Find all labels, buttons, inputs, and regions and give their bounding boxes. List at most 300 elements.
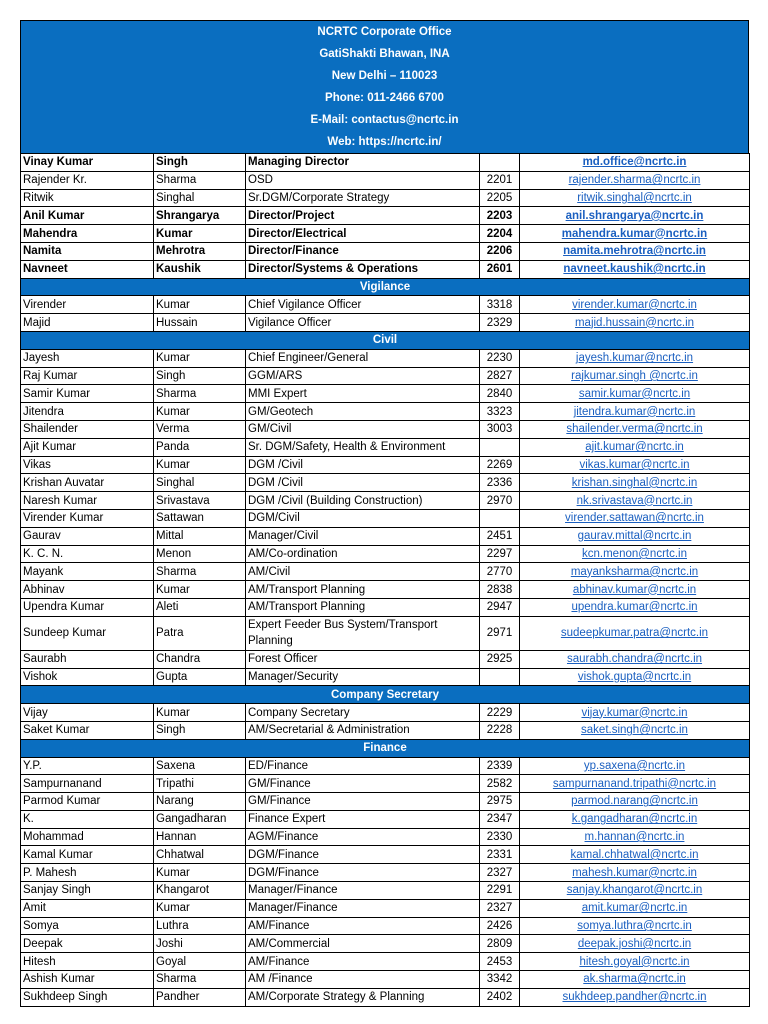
last-name-cell: Mittal (154, 527, 246, 545)
last-name-cell: Saxena (154, 757, 246, 775)
email-link[interactable]: saket.singh@ncrtc.in (581, 724, 688, 737)
designation-cell: Manager/Finance (246, 882, 480, 900)
last-name-cell: Chandra (154, 650, 246, 668)
email-cell (520, 721, 750, 739)
extension-cell: 2297 (480, 545, 520, 563)
designation-cell: DGM/Finance (246, 864, 480, 882)
designation-cell: AGM/Finance (246, 828, 480, 846)
email-link[interactable]: upendra.kumar@ncrtc.in (571, 601, 698, 614)
section-header-row (21, 278, 750, 296)
first-name-cell: Krishan Auvatar (21, 474, 154, 492)
last-name-cell: Patra (154, 616, 246, 650)
first-name-cell: Majid (21, 314, 154, 332)
email-link[interactable]: virender.sattawan@ncrtc.in (565, 512, 704, 525)
designation-cell: Manager/Finance (246, 899, 480, 917)
table-row (21, 846, 750, 864)
designation-cell: MMI Expert (246, 385, 480, 403)
designation-cell: GM/Finance (246, 775, 480, 793)
email-cell (520, 953, 750, 971)
table-row (21, 598, 750, 616)
email-link[interactable]: vishok.gupta@ncrtc.in (577, 670, 692, 683)
table-row (21, 420, 750, 438)
extension-cell: 2327 (480, 899, 520, 917)
extension-cell: 3003 (480, 420, 520, 438)
last-name-cell: Menon (154, 545, 246, 563)
last-name-cell: Singhal (154, 474, 246, 492)
first-name-cell: Ritwik (21, 189, 154, 207)
email-link[interactable]: rajkumar.singh @ncrtc.in (571, 369, 698, 382)
extension-cell: 2947 (480, 598, 520, 616)
email-cell (520, 260, 750, 278)
last-name-cell: Gangadharan (154, 810, 246, 828)
email-link[interactable]: krishan.singhal@ncrtc.in (571, 476, 698, 489)
designation-cell: AM/Transport Planning (246, 598, 480, 616)
email-cell (520, 492, 750, 510)
designation-cell: AM/Finance (246, 953, 480, 971)
extension-cell (480, 154, 520, 172)
header-building: GatiShakti Bhawan, INA (319, 48, 450, 60)
designation-cell: DGM /Civil (246, 456, 480, 474)
last-name-cell: Pandher (154, 988, 246, 1006)
table-row (21, 581, 750, 599)
first-name-cell: Sundeep Kumar (21, 616, 154, 650)
last-name-cell: Luthra (154, 917, 246, 935)
last-name-cell: Panda (154, 438, 246, 456)
designation-cell: DGM /Civil (246, 474, 480, 492)
header-phone: Phone: 011-2466 6700 (325, 92, 444, 104)
extension-cell: 2838 (480, 581, 520, 599)
designation-cell: AM/Secretarial & Administration (246, 721, 480, 739)
last-name-cell: Sharma (154, 563, 246, 581)
last-name-cell: Singhal (154, 189, 246, 207)
email-cell (520, 846, 750, 864)
first-name-cell: Kamal Kumar (21, 846, 154, 864)
email-cell (520, 581, 750, 599)
first-name-cell: K. (21, 810, 154, 828)
email-cell (520, 296, 750, 314)
first-name-cell: P. Mahesh (21, 864, 154, 882)
email-cell (520, 828, 750, 846)
email-link[interactable]: abhinav.kumar@ncrtc.in (572, 583, 697, 596)
table-row (21, 349, 750, 367)
email-link[interactable]: jitendra.kumar@ncrtc.in (573, 405, 696, 418)
email-link[interactable]: virender.kumar@ncrtc.in (572, 298, 697, 311)
designation-cell: Sr.DGM/Corporate Strategy (246, 189, 480, 207)
last-name-cell: Hussain (154, 314, 246, 332)
table-row (21, 563, 750, 581)
email-cell (520, 225, 750, 243)
last-name-cell: Shrangarya (154, 207, 246, 225)
extension-cell: 2453 (480, 953, 520, 971)
first-name-cell: Ajit Kumar (21, 438, 154, 456)
email-cell (520, 403, 750, 421)
last-name-cell: Singh (154, 367, 246, 385)
table-row (21, 864, 750, 882)
email-cell (520, 314, 750, 332)
email-cell (520, 438, 750, 456)
designation-cell: Director/Project (246, 207, 480, 225)
section-title: Company Secretary (21, 686, 750, 704)
email-cell (520, 207, 750, 225)
email-link[interactable]: mahendra.kumar@ncrtc.in (561, 227, 708, 240)
email-link[interactable]: kcn.menon@ncrtc.in (582, 547, 687, 560)
email-cell (520, 668, 750, 686)
last-name-cell: Tripathi (154, 775, 246, 793)
first-name-cell: Amit (21, 899, 154, 917)
first-name-cell: Mohammad (21, 828, 154, 846)
first-name-cell: Somya (21, 917, 154, 935)
extension-cell: 2347 (480, 810, 520, 828)
designation-cell: Forest Officer (246, 650, 480, 668)
email-link[interactable]: mahesh.kumar@ncrtc.in (572, 866, 697, 879)
extension-cell: 2269 (480, 456, 520, 474)
extension-cell: 2204 (480, 225, 520, 243)
last-name-cell: Kumar (154, 456, 246, 474)
email-cell (520, 793, 750, 811)
last-name-cell: Sharma (154, 385, 246, 403)
last-name-cell: Aleti (154, 598, 246, 616)
first-name-cell: Virender (21, 296, 154, 314)
email-link[interactable]: samir.kumar@ncrtc.in (578, 387, 691, 400)
email-cell (520, 616, 750, 650)
last-name-cell: Kumar (154, 225, 246, 243)
designation-cell: GM/Finance (246, 793, 480, 811)
designation-cell: GM/Civil (246, 420, 480, 438)
extension-cell (480, 438, 520, 456)
first-name-cell: Anil Kumar (21, 207, 154, 225)
table-row (21, 668, 750, 686)
table-row (21, 171, 750, 189)
email-cell (520, 810, 750, 828)
extension-cell: 2426 (480, 917, 520, 935)
table-row (21, 242, 750, 260)
table-row (21, 207, 750, 225)
first-name-cell: Vishok (21, 668, 154, 686)
email-link[interactable]: vijay.kumar@ncrtc.in (581, 706, 688, 719)
designation-cell: ED/Finance (246, 757, 480, 775)
email-link[interactable]: sampurnanand.tripathi@ncrtc.in (552, 777, 717, 790)
last-name-cell: Kumar (154, 403, 246, 421)
section-header-row (21, 686, 750, 704)
first-name-cell: Samir Kumar (21, 385, 154, 403)
extension-cell: 2229 (480, 704, 520, 722)
table-row (21, 403, 750, 421)
header-web: Web: https://ncrtc.in/ (327, 136, 442, 148)
table-row (21, 189, 750, 207)
section-header-row (21, 331, 750, 349)
designation-cell: Manager/Security (246, 668, 480, 686)
table-row (21, 385, 750, 403)
designation-cell: Chief Engineer/General (246, 349, 480, 367)
header-city: New Delhi – 110023 (331, 70, 438, 82)
extension-cell: 2827 (480, 367, 520, 385)
email-link[interactable]: k.gangadharan@ncrtc.in (571, 813, 698, 826)
email-cell (520, 242, 750, 260)
email-link[interactable]: shailender.verma@ncrtc.in (566, 423, 703, 436)
first-name-cell: Vinay Kumar (21, 154, 154, 172)
first-name-cell: Virender Kumar (21, 509, 154, 527)
email-cell (520, 988, 750, 1006)
extension-cell: 2582 (480, 775, 520, 793)
first-name-cell: Parmod Kumar (21, 793, 154, 811)
last-name-cell: Sharma (154, 171, 246, 189)
first-name-cell: Sampurnanand (21, 775, 154, 793)
last-name-cell: Narang (154, 793, 246, 811)
first-name-cell: Jayesh (21, 349, 154, 367)
table-row (21, 721, 750, 739)
last-name-cell: Singh (154, 154, 246, 172)
extension-cell: 2201 (480, 171, 520, 189)
email-link[interactable]: jayesh.kumar@ncrtc.in (575, 352, 694, 365)
designation-cell: AM/Corporate Strategy & Planning (246, 988, 480, 1006)
designation-cell: Company Secretary (246, 704, 480, 722)
designation-cell: OSD (246, 171, 480, 189)
directory-table (20, 153, 750, 1007)
email-cell (520, 171, 750, 189)
first-name-cell: Deepak (21, 935, 154, 953)
extension-cell: 2205 (480, 189, 520, 207)
first-name-cell: Raj Kumar (21, 367, 154, 385)
last-name-cell: Kumar (154, 581, 246, 599)
section-title: Finance (21, 739, 750, 757)
first-name-cell: Navneet (21, 260, 154, 278)
email-link[interactable]: amit.kumar@ncrtc.in (581, 902, 688, 915)
designation-cell: DGM/Finance (246, 846, 480, 864)
email-link[interactable]: saurabh.chandra@ncrtc.in (566, 653, 703, 666)
last-name-cell: Srivastava (154, 492, 246, 510)
extension-cell: 2330 (480, 828, 520, 846)
table-row (21, 260, 750, 278)
table-row (21, 935, 750, 953)
email-link[interactable]: m.hannan@ncrtc.in (584, 831, 685, 844)
extension-cell: 2402 (480, 988, 520, 1006)
designation-cell: Finance Expert (246, 810, 480, 828)
designation-cell: GM/Geotech (246, 403, 480, 421)
table-row (21, 971, 750, 989)
last-name-cell: Kaushik (154, 260, 246, 278)
extension-cell: 2925 (480, 650, 520, 668)
last-name-cell: Sattawan (154, 509, 246, 527)
first-name-cell: Shailender (21, 420, 154, 438)
email-link[interactable]: md.office@ncrtc.in (582, 156, 687, 169)
extension-cell (480, 668, 520, 686)
designation-cell: Managing Director (246, 154, 480, 172)
email-link[interactable]: ritwik.singhal@ncrtc.in (577, 191, 692, 204)
email-cell (520, 935, 750, 953)
email-link[interactable]: gaurav.mittal@ncrtc.in (577, 530, 692, 543)
email-link[interactable]: parmod.narang@ncrtc.in (571, 795, 698, 808)
last-name-cell: Kumar (154, 296, 246, 314)
directory-sheet (20, 20, 749, 1007)
designation-cell: Manager/Civil (246, 527, 480, 545)
section-title: Vigilance (21, 278, 750, 296)
designation-cell: Chief Vigilance Officer (246, 296, 480, 314)
last-name-cell: Mehrotra (154, 242, 246, 260)
designation-cell: Vigilance Officer (246, 314, 480, 332)
email-link[interactable]: ajit.kumar@ncrtc.in (585, 441, 684, 454)
designation-cell: Expert Feeder Bus System/Transport Planning (246, 616, 480, 650)
extension-cell: 3318 (480, 296, 520, 314)
first-name-cell: Mayank (21, 563, 154, 581)
table-row (21, 509, 750, 527)
last-name-cell: Sharma (154, 971, 246, 989)
email-cell (520, 420, 750, 438)
extension-cell: 2331 (480, 846, 520, 864)
extension-cell: 2975 (480, 793, 520, 811)
table-row (21, 474, 750, 492)
table-row (21, 154, 750, 172)
first-name-cell: K. C. N. (21, 545, 154, 563)
table-row (21, 757, 750, 775)
email-link[interactable]: deepak.joshi@ncrtc.in (577, 937, 692, 950)
email-cell (520, 704, 750, 722)
table-row (21, 953, 750, 971)
first-name-cell: Naresh Kumar (21, 492, 154, 510)
table-row (21, 314, 750, 332)
extension-cell: 2809 (480, 935, 520, 953)
email-cell (520, 864, 750, 882)
last-name-cell: Kumar (154, 899, 246, 917)
designation-cell: AM /Finance (246, 971, 480, 989)
email-link[interactable]: majid.hussain@ncrtc.in (574, 316, 695, 329)
email-link[interactable]: hitesh.goyal@ncrtc.in (579, 955, 690, 968)
email-link[interactable]: namita.mehrotra@ncrtc.in (563, 245, 706, 258)
first-name-cell: Sanjay Singh (21, 882, 154, 900)
first-name-cell: Vikas (21, 456, 154, 474)
table-row (21, 899, 750, 917)
table-row (21, 438, 750, 456)
designation-cell: Sr. DGM/Safety, Health & Environment (246, 438, 480, 456)
designation-cell: Director/Finance (246, 242, 480, 260)
email-cell (520, 917, 750, 935)
extension-cell: 2840 (480, 385, 520, 403)
table-row (21, 527, 750, 545)
section-header-row (21, 739, 750, 757)
email-cell (520, 456, 750, 474)
email-cell (520, 509, 750, 527)
extension-cell (480, 509, 520, 527)
designation-cell: DGM/Civil (246, 509, 480, 527)
email-link[interactable]: ak.sharma@ncrtc.in (583, 973, 686, 986)
email-cell (520, 971, 750, 989)
email-link[interactable]: mayanksharma@ncrtc.in (570, 565, 699, 578)
extension-cell: 2971 (480, 616, 520, 650)
email-link[interactable]: sukhdeep.pandher@ncrtc.in (562, 991, 707, 1004)
first-name-cell: Vijay (21, 704, 154, 722)
email-cell (520, 154, 750, 172)
last-name-cell: Hannan (154, 828, 246, 846)
extension-cell: 3342 (480, 971, 520, 989)
email-link[interactable]: rajender.sharma@ncrtc.in (568, 174, 701, 187)
email-link[interactable]: navneet.kaushik@ncrtc.in (563, 263, 706, 276)
email-link[interactable]: nk.srivastava@ncrtc.in (576, 494, 693, 507)
extension-cell: 2327 (480, 864, 520, 882)
designation-cell: DGM /Civil (Building Construction) (246, 492, 480, 510)
designation-cell: AM/Civil (246, 563, 480, 581)
first-name-cell: Jitendra (21, 403, 154, 421)
last-name-cell: Kumar (154, 704, 246, 722)
extension-cell: 2336 (480, 474, 520, 492)
email-cell (520, 349, 750, 367)
first-name-cell: Ashish Kumar (21, 971, 154, 989)
email-cell (520, 474, 750, 492)
email-cell (520, 882, 750, 900)
first-name-cell: Saket Kumar (21, 721, 154, 739)
email-link[interactable]: kamal.chhatwal@ncrtc.in (570, 848, 699, 861)
section-title: Civil (21, 331, 750, 349)
table-row (21, 810, 750, 828)
last-name-cell: Kumar (154, 864, 246, 882)
table-row (21, 828, 750, 846)
last-name-cell: Goyal (154, 953, 246, 971)
email-cell (520, 385, 750, 403)
designation-cell: AM/Commercial (246, 935, 480, 953)
last-name-cell: Joshi (154, 935, 246, 953)
first-name-cell: Mahendra (21, 225, 154, 243)
email-cell (520, 189, 750, 207)
extension-cell: 2339 (480, 757, 520, 775)
extension-cell: 2770 (480, 563, 520, 581)
office-header (20, 20, 749, 153)
designation-cell: GGM/ARS (246, 367, 480, 385)
table-row (21, 456, 750, 474)
designation-cell: AM/Co-ordination (246, 545, 480, 563)
email-cell (520, 367, 750, 385)
last-name-cell: Gupta (154, 668, 246, 686)
extension-cell: 2203 (480, 207, 520, 225)
table-row (21, 650, 750, 668)
extension-cell: 2329 (480, 314, 520, 332)
email-cell (520, 757, 750, 775)
header-email: E-Mail: contactus@ncrtc.in (310, 114, 459, 126)
email-link[interactable]: yp.saxena@ncrtc.in (583, 759, 686, 772)
first-name-cell: Y.P. (21, 757, 154, 775)
first-name-cell: Sukhdeep Singh (21, 988, 154, 1006)
last-name-cell: Kumar (154, 349, 246, 367)
table-row (21, 793, 750, 811)
email-cell (520, 899, 750, 917)
table-row (21, 882, 750, 900)
first-name-cell: Rajender Kr. (21, 171, 154, 189)
table-row (21, 917, 750, 935)
first-name-cell: Namita (21, 242, 154, 260)
first-name-cell: Abhinav (21, 581, 154, 599)
first-name-cell: Saurabh (21, 650, 154, 668)
email-cell (520, 527, 750, 545)
extension-cell: 2228 (480, 721, 520, 739)
email-link[interactable]: sudeepkumar.patra@ncrtc.in (560, 627, 709, 640)
email-link[interactable]: somya.luthra@ncrtc.in (577, 920, 692, 933)
designation-cell: Director/Electrical (246, 225, 480, 243)
email-link[interactable]: vikas.kumar@ncrtc.in (579, 458, 690, 471)
last-name-cell: Singh (154, 721, 246, 739)
directory-rows (21, 154, 750, 1007)
table-row (21, 545, 750, 563)
extension-cell: 2206 (480, 242, 520, 260)
first-name-cell: Gaurav (21, 527, 154, 545)
email-link[interactable]: anil.shrangarya@ncrtc.in (565, 209, 704, 222)
table-row (21, 492, 750, 510)
extension-cell: 2970 (480, 492, 520, 510)
designation-cell: AM/Transport Planning (246, 581, 480, 599)
table-row (21, 988, 750, 1006)
email-cell (520, 775, 750, 793)
email-link[interactable]: sanjay.khangarot@ncrtc.in (566, 884, 703, 897)
last-name-cell: Chhatwal (154, 846, 246, 864)
email-cell (520, 650, 750, 668)
extension-cell: 2291 (480, 882, 520, 900)
designation-cell: AM/Finance (246, 917, 480, 935)
